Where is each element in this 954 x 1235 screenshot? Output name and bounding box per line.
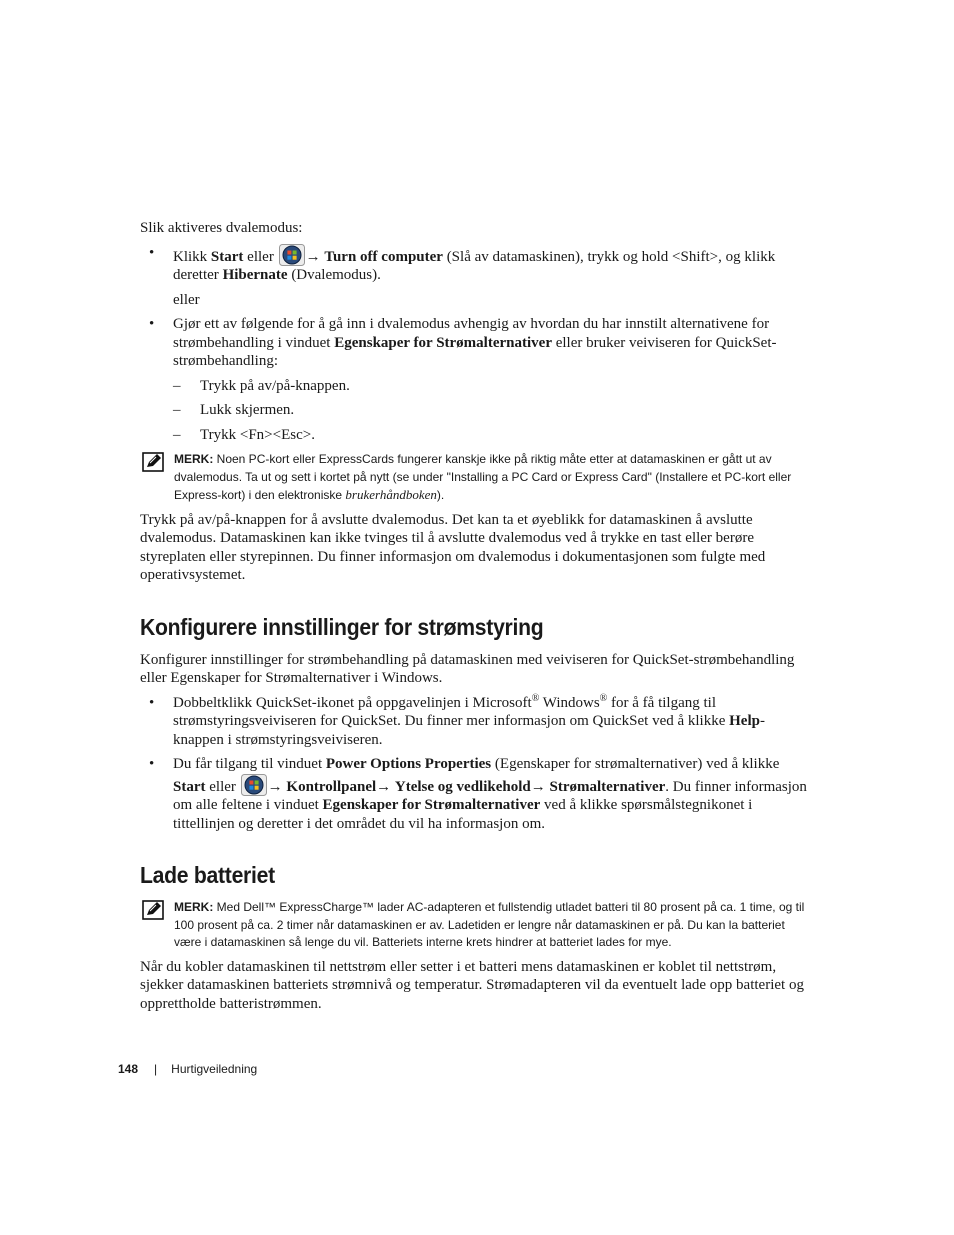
performance-label: Ytelse og vedlikehold (394, 778, 531, 795)
hibernate-label: Hibernate (222, 267, 288, 283)
note-text: Noen PC-kort eller ExpressCards fungerer kanskje ikke på riktig måte etter at datamaskinen er gått ut av dvalemodus. Ta ut og sett i kortet på nytt (se under "Installing a PC Card or Express Card" (Installere et PC-kort eller Express-kort) i den elektroniske (174, 452, 792, 502)
page-content (140, 219, 815, 1013)
text: Gjør ett av følgende for å gå inn i dvalemodus avhengig av hvordan du har innstilt alternativene for strømbehandling i vinduet (173, 316, 770, 351)
footer-title: Hurtigveiledning (171, 1062, 258, 1076)
start-label: Start (173, 778, 206, 795)
arrow: → (530, 778, 550, 795)
text: Du får tilgang til vinduet (173, 756, 326, 772)
note-icon (142, 452, 164, 472)
power-options-properties-label: Power Options Properties (325, 756, 492, 772)
control-panel-label: Kontrollpanel (286, 778, 377, 795)
note-text: Med Dell™ ExpressCharge™ lader AC-adapteren et fullstendig utladet batteri til 80 prosent på ca. 1 time, og til 100 prosent på ca. 2 timer når datamaskinen er av. Ladetiden er lengre når datamaskinen er på. Du kan la batteriet være i datamaskinen så lenge du vil. Batteriets interne krets hindrer at batteriet lades for mye. (174, 900, 805, 949)
windows-start-icon (241, 774, 267, 796)
arrow: → (305, 248, 325, 265)
text: Dobbeltklikk QuickSet-ikonet på oppgavelinjen i Microsoft (173, 694, 532, 711)
or-text: eller (173, 291, 200, 308)
power-options-window-label: Egenskaper for Strømalternativer (322, 797, 541, 813)
power-options-label: Strømalternativer (549, 778, 666, 795)
arrow: → (376, 778, 395, 795)
text: -knappen i strømstyringsveiviseren. (173, 713, 765, 748)
registered-mark: ® (599, 692, 608, 704)
list-item (140, 755, 815, 833)
text: eller (243, 248, 278, 265)
user-guide-title: brukerhåndboken (345, 487, 437, 502)
list-item (140, 244, 815, 310)
registered-mark: ® (531, 692, 540, 704)
section-heading-battery: Lade batteriet (140, 862, 275, 888)
turn-off-label: Turn off computer (324, 248, 443, 265)
arrow: → (267, 778, 287, 795)
text: eller (205, 778, 240, 795)
windows-start-icon (279, 244, 305, 266)
text: for å få tilgang til strømstyringsveiviseren for QuickSet. Du finner mer informasjon om QuickSet ved å klikke (173, 694, 730, 729)
list-item: – Trykk på av/på-knappen. (173, 377, 815, 396)
page-number: 148 (118, 1062, 139, 1076)
text: Klikk (173, 248, 211, 265)
list-item: – Lukk skjermen. (173, 401, 815, 420)
wake-paragraph: Trykk på av/på-knappen for å avslutte dvalemodus. Det kan ta et øyeblikk for datamaskinen å avslutte dvalemodus. Datamaskinen kan ikke tvinges til å avslutte dvalemodus ved å trykke en tast eller berøre styreplaten eller styrepinnen. Du finner informasjon om dvalemodus i dokumentasjonen som fulgte med operativsystemet. (140, 511, 766, 583)
note-label: MERK: (174, 452, 214, 466)
text: eller bruker veiviseren for QuickSet-strømbehandling: (173, 334, 777, 369)
help-label: Help (729, 713, 760, 729)
power-intro: Konfigurer innstillinger for strømbehandling på datamaskinen med veiviseren for QuickSet-strømbehandling eller Egenskaper for Strømalternativer i Windows. (140, 651, 795, 686)
note-hibernate-cards (140, 451, 815, 505)
battery-paragraph: Når du kobler datamaskinen til nettstrøm eller setter i et batteri mens datamaskinen er koblet til nettstrøm, sjekker datamaskinen batteriets strømnivå og temperatur. Strømadapteren vil da eventuelt lade opp batteriet og opprettholde batteristrømmen. (140, 958, 804, 1012)
start-label: Start (210, 248, 244, 265)
note-expresscharge (140, 899, 815, 952)
text: ). (436, 488, 445, 502)
hibernate-steps (140, 244, 815, 445)
text: (Egenskaper for strømalternativer) ved å klikke (491, 756, 780, 772)
footer-separator: | (154, 1062, 158, 1076)
page-footer (118, 1062, 257, 1076)
intro-text: Slik aktiveres dvalemodus: (140, 220, 303, 236)
note-icon (142, 900, 164, 920)
list-item (140, 315, 815, 444)
note-label: MERK: (174, 900, 214, 914)
list-item: – Trykk <Fn><Esc>. (173, 426, 815, 445)
text: (Slå av datamaskinen), trykk og hold <Shift>, og klikk deretter (173, 248, 776, 283)
text: . Du finner informasjon om alle feltene i vinduet (173, 778, 807, 813)
power-steps (140, 694, 815, 834)
list-item (140, 694, 815, 750)
hibernate-substeps (173, 377, 815, 445)
power-options-label: Egenskaper for Strømalternativer (334, 334, 552, 351)
text: Windows (539, 694, 600, 711)
text: (Dvalemodus). (287, 267, 381, 283)
text: ved å klikke spørsmålstegnikonet i tittellinjen og deretter i det området du vil ha informasjon om. (173, 797, 753, 832)
section-heading-power: Konfigurere innstillinger for strømstyring (140, 613, 544, 640)
